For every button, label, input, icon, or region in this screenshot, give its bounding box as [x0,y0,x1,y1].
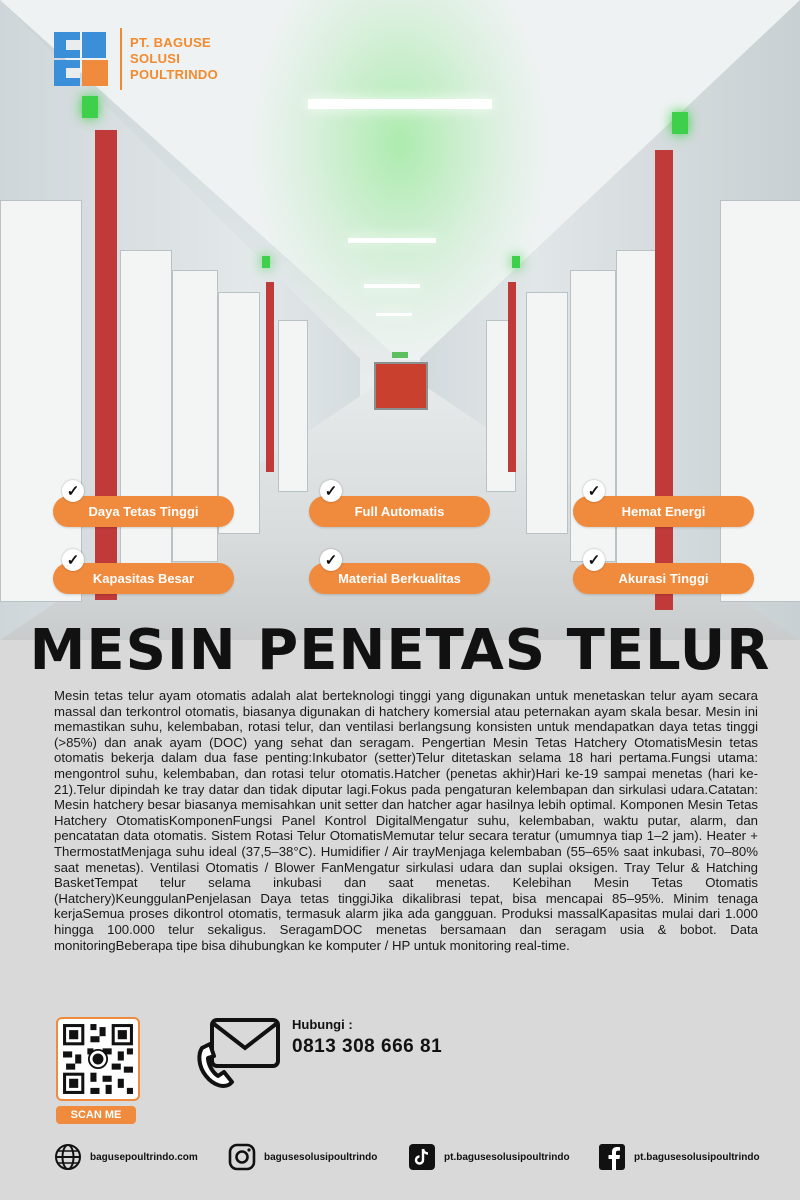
company-name: PT. BAGUSE SOLUSI POULTRINDO [130,35,218,82]
check-icon: ✓ [320,480,342,502]
facebook-link[interactable]: pt.bagusesolusipoultrindo [598,1143,760,1171]
instagram-link[interactable]: bagusesolusipoultrindo [228,1143,377,1171]
check-icon: ✓ [62,480,84,502]
scan-me-label: SCAN ME [56,1106,136,1124]
envelope-phone-icon [196,1016,284,1095]
page-title: MESIN PENETAS TELUR [29,618,771,683]
feature-pill: Kapasitas Besar [53,563,234,594]
company-logo [54,28,218,90]
feature-pill: Akurasi Tinggi [573,563,754,594]
qr-code[interactable] [56,1017,140,1101]
check-icon: ✓ [320,549,342,571]
instagram-icon [228,1143,256,1171]
feature-pill: Full Automatis [309,496,490,527]
logo-mark-icon [54,32,108,86]
tiktok-link[interactable]: pt.bagusesolusipoultrindo [408,1143,570,1171]
facebook-icon [598,1143,626,1171]
feature-pill: Hemat Energi [573,496,754,527]
check-icon: ✓ [583,480,605,502]
website-link[interactable]: bagusepoultrindo.com [54,1143,198,1171]
end-door [374,362,428,410]
contact-label: Hubungi : [292,1017,353,1032]
tiktok-icon [408,1143,436,1171]
feature-pill: Material Berkualitas [309,563,490,594]
feature-pill: Daya Tetas Tinggi [53,496,234,527]
globe-icon [54,1143,82,1171]
check-icon: ✓ [583,549,605,571]
check-icon: ✓ [62,549,84,571]
phone-number[interactable]: 0813 308 666 81 [292,1036,443,1057]
description-text: Mesin tetas telur ayam otomatis adalah alat berteknologi tinggi yang digunakan untuk menetaskan telur ayam secara massal dan terkontrol otomatis, biasanya digunakan di hatchery komersial atau peternakan ayam skala besar. Mesin ini memastikan suhu, kelembaban, rotasi telur, dan ventilasi berlangsung konsisten untuk mendapatkan daya tetas tinggi (>85%) dan anak ayam (DOC) yang sehat dan seragam. Pengertian Mesin Tetas Hatchery OtomatisMesin tetas otomatis bekerja dalam dua fase penting:Inkubator (setter)Telur ditetaskan selama 18 hari pertama.Fungsi utama: mengontrol suhu, kelembaban, dan rotasi telur otomatis.Hatcher (penetas akhir)Hari ke-19 sampai menetas (hari ke-21).Telur dipindah ke tray datar dan tidak diputar lagi.Fokus pada pengaturan kelembapan dan sirkulasi udara.Catatan: Mesin hatchery besar biasanya memisahkan unit setter dan hatcher agar hasilnya lebih optimal. Komponen Mesin Tetas Hatchery OtomatisKomponenFungsi Panel Kontrol DigitalMengatur suhu, kelembaban, waktu putar, alarm, dan pencatatan data otomatis. Sistem Rotasi Telur OtomatisMemutar telur secara teratur (umumnya tiap 1–2 jam). Heater + ThermostatMenjaga suhu ideal (37,5–38°C). Humidifier / Air trayMenjaga kelembaban (55–65% saat inkubasi, 70–80% saat menetas). Ventilasi Otomatis / Blower FanMengatur sirkulasi udara dan suplai oksigen. Tray Telur & Hatching BasketTempat telur selama inkubasi dan saat menetas. Kelebihan Mesin Tetas Otomatis (Hatchery)KeunggulanPenjelasan Daya tetas tinggiJika dikalibrasi tepat, bisa mencapai 85–95%. Minim tenaga kerjaSemua proses dikontrol otomatis, termasuk alarm jika ada gangguan. Produksi massalKapasitas mulai dari 1.000 hingga 100.000 telur sekaligus. SeragamDOC menetas bersamaan dan seragam usia & bobot. Data monitoringBeberapa tipe bisa dihubungkan ke komputer / HP untuk monitoring real-time. [54,688,758,953]
